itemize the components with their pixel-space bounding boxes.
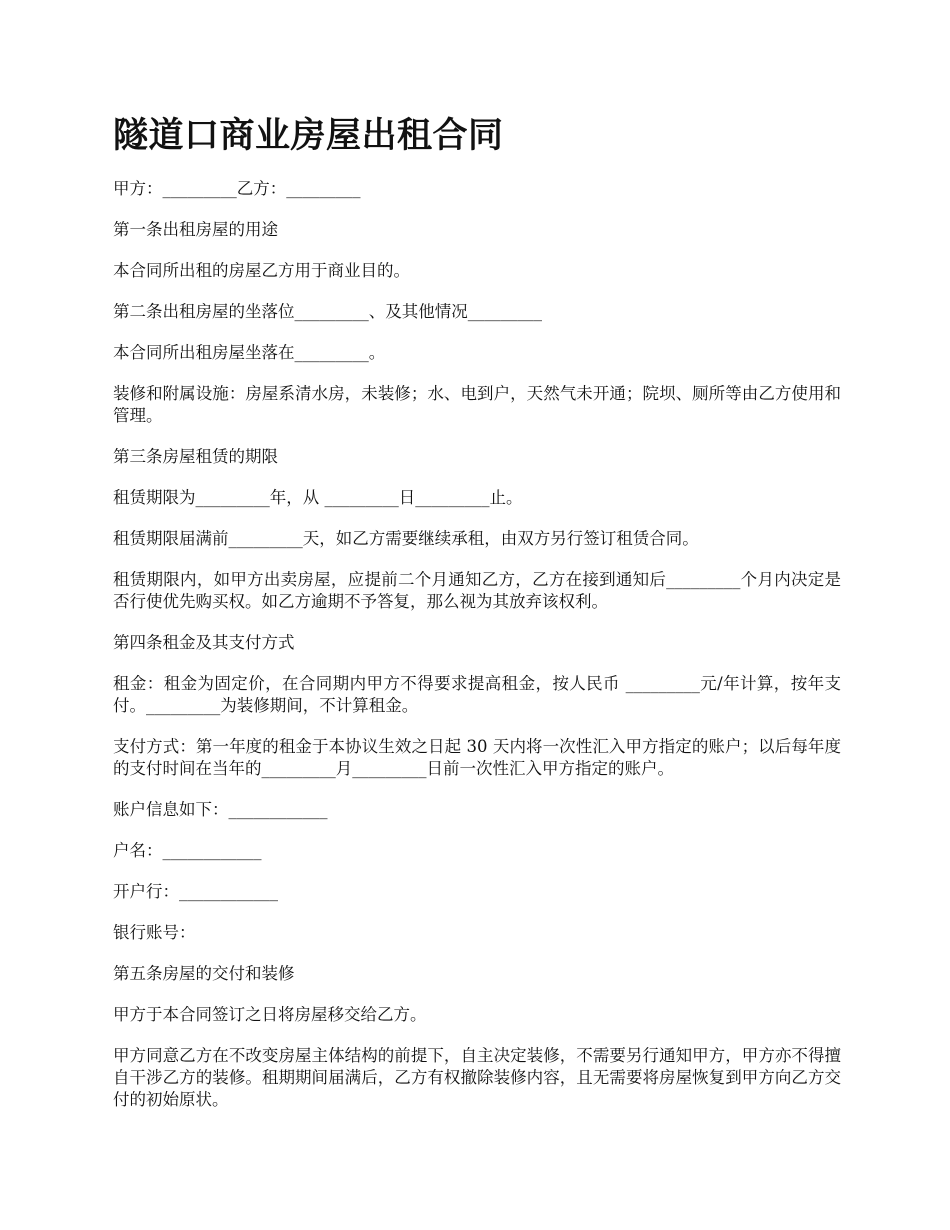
document-page [113, 112, 841, 1130]
article-5-heading: 第五条房屋的交付和装修 [113, 964, 295, 983]
article-4-payment: 支付方式：第一年度的租金于本协议生效之日起 30 天内将一次性汇入甲方指定的账户；以后每年度的支付时间在当年的_________月_________日前一次性汇入甲方指定的账户。 [113, 737, 841, 778]
article-2-heading: 第二条出租房屋的坐落位_________、及其他情况_________ [113, 302, 542, 321]
account-name: 户名：____________ [113, 841, 262, 860]
account-number: 银行账号： [113, 923, 196, 942]
article-3-renewal: 租赁期限届满前_________天，如乙方需要继续承租，由双方另行签订租赁合同。 [113, 529, 699, 548]
article-1-text: 本合同所出租的房屋乙方用于商业目的。 [113, 261, 410, 280]
article-1-heading: 第一条出租房屋的用途 [113, 220, 278, 239]
article-3-preemption: 租赁期限内，如甲方出卖房屋，应提前二个月通知乙方，乙方在接到通知后_________个月内决定是否行使优先购买权。如乙方逾期不予答复，那么视为其放弃该权利。 [113, 570, 841, 611]
article-2-location: 本合同所出租房屋坐落在_________。 [113, 343, 386, 362]
article-2-facilities: 装修和附属设施：房屋系清水房，未装修；水、电到户，天然气未开通；院坝、厕所等由乙方使用和管理。 [113, 384, 841, 425]
article-4-heading: 第四条租金及其支付方式 [113, 633, 295, 652]
account-info: 账户信息如下：____________ [113, 800, 328, 819]
article-5-renovation: 甲方同意乙方在不改变房屋主体结构的前提下，自主决定装修，不需要另行通知甲方，甲方亦不得擅自干涉乙方的装修。租期期间届满后，乙方有权撤除装修内容，且无需要将房屋恢复到甲方向乙方交付的初始原状。 [113, 1046, 841, 1109]
article-3-heading: 第三条房屋租赁的期限 [113, 447, 278, 466]
article-5-handover: 甲方于本合同签订之日将房屋移交给乙方。 [113, 1005, 427, 1024]
article-3-term: 租赁期限为_________年，从 _________日_________止。 [113, 488, 523, 507]
parties-line: 甲方：_________乙方：_________ [113, 179, 361, 198]
article-4-rent: 租金：租金为固定价，在合同期内甲方不得要求提高租金，按人民币 _________元/年计算，按年支付。_________为装修期间，不计算租金。 [113, 674, 841, 715]
account-bank: 开户行：____________ [113, 882, 278, 901]
document-title: 隧道口商业房屋出租合同 [113, 116, 504, 156]
